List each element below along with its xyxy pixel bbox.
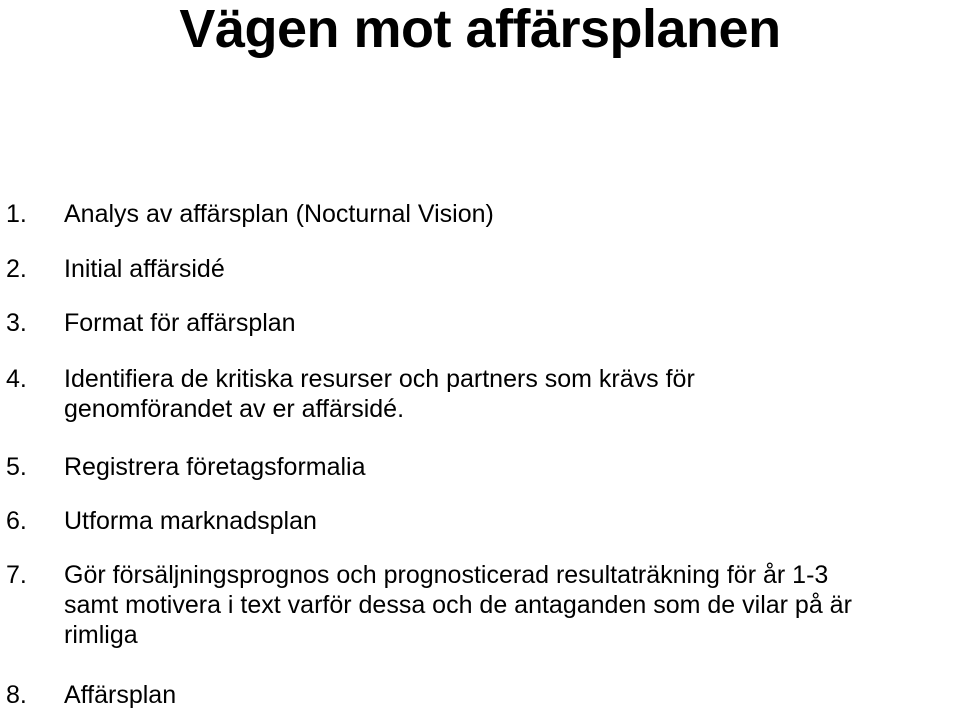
item-number: 5. xyxy=(6,453,27,481)
item-text xyxy=(64,506,317,536)
item-line: samt motivera i text varför dessa och de antaganden som de vilar på är xyxy=(64,591,852,619)
item-line: Identifiera de kritiska resurser och partners som krävs för xyxy=(64,365,695,393)
item-text xyxy=(64,254,225,284)
item-text xyxy=(64,560,852,650)
item-line: Utforma marknadsplan xyxy=(64,507,317,535)
item-line: Affärsplan xyxy=(64,681,177,709)
item-number: 8. xyxy=(6,681,27,709)
item-number: 3. xyxy=(6,309,27,337)
item-line: Analys av affärsplan (Nocturnal Vision) xyxy=(64,200,494,228)
item-text xyxy=(64,308,296,338)
item-number: 4. xyxy=(6,365,27,393)
item-text xyxy=(64,680,176,710)
item-line: genomförandet av er affärsidé. xyxy=(64,395,405,423)
item-line: Format för affärsplan xyxy=(64,309,296,337)
item-text xyxy=(64,364,695,424)
item-text xyxy=(64,199,494,229)
item-number: 6. xyxy=(6,507,27,535)
item-number: 1. xyxy=(6,200,27,228)
slide-title: Vägen mot affärsplanen xyxy=(179,0,781,59)
item-line: Registrera företagsformalia xyxy=(64,453,366,481)
item-line: Initial affärsidé xyxy=(64,255,225,283)
item-number: 7. xyxy=(6,561,27,589)
item-line: Gör försäljningsprognos och prognosticerad resultaträkning för år 1-3 xyxy=(64,561,829,589)
item-text xyxy=(64,452,366,482)
item-number: 2. xyxy=(6,255,27,283)
item-line: rimliga xyxy=(64,621,138,649)
